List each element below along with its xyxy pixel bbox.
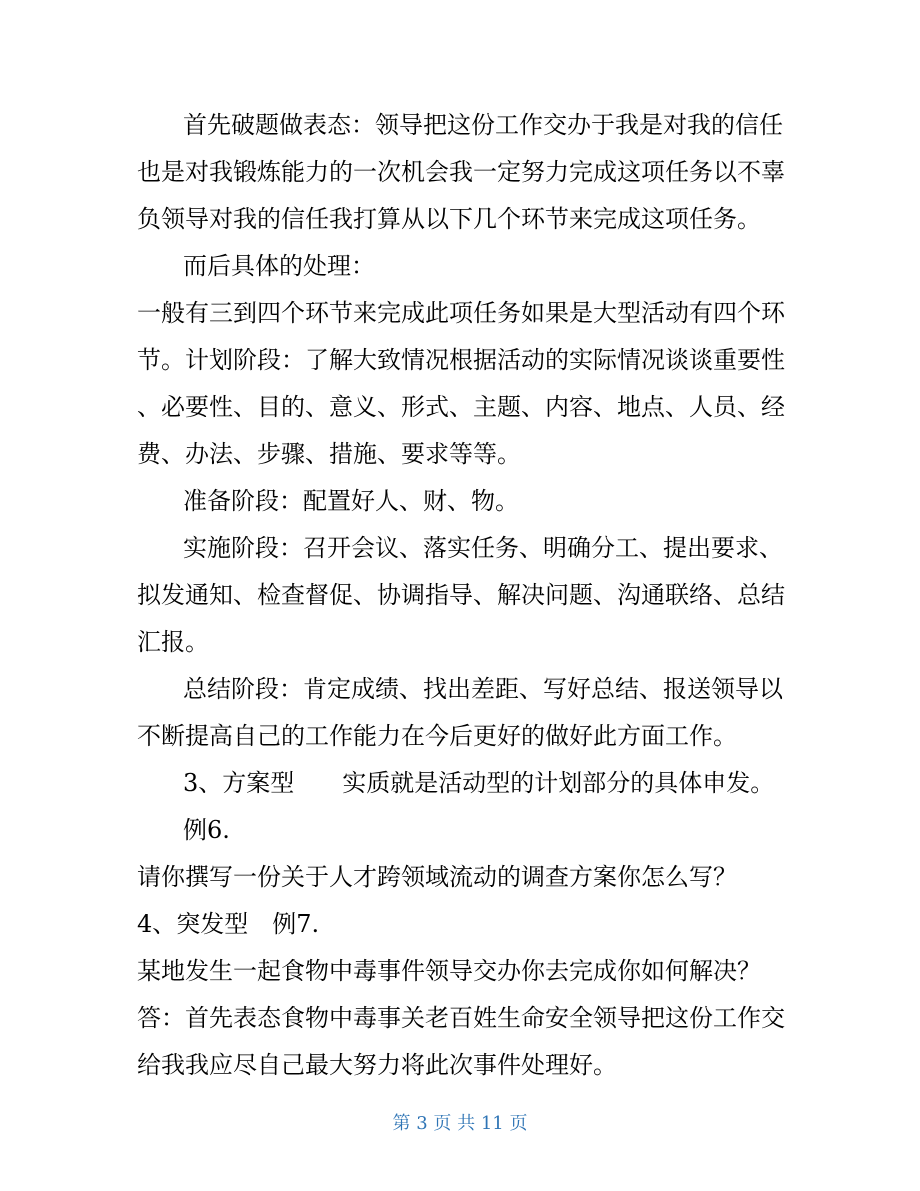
paragraph-line: 准备阶段：配置好人、财、物。 bbox=[183, 487, 519, 515]
paragraph-line: 也是对我锻炼能力的一次机会我一定努力完成这项任务以不辜 bbox=[137, 158, 785, 186]
paragraph-line: 负领导对我的信任我打算从以下几个环节来完成这项任务。 bbox=[137, 205, 761, 233]
paragraph-line: 请你撰写一份关于人才跨领域流动的调查方案你怎么写？ bbox=[137, 863, 737, 891]
paragraph-line: 实施阶段：召开会议、落实任务、明确分工、提出要求、 bbox=[183, 534, 783, 562]
paragraph-line: 而后具体的处理： bbox=[183, 252, 375, 280]
paragraph-line: 汇报。 bbox=[137, 628, 209, 656]
paragraph-line: 一般有三到四个环节来完成此项任务如果是大型活动有四个环 bbox=[137, 299, 785, 327]
paragraph-line: 拟发通知、检查督促、协调指导、解决问题、沟通联络、总结 bbox=[137, 581, 785, 609]
page-number-footer: 第 3 页 共 11 页 bbox=[392, 1113, 528, 1134]
paragraph-line: 首先破题做表态：领导把这份工作交办于我是对我的信任 bbox=[183, 111, 783, 139]
document-body bbox=[137, 102, 787, 1089]
paragraph-line: 某地发生一起食物中毒事件领导交办你去完成你如何解决？ bbox=[137, 957, 761, 985]
paragraph-line: 费、办法、步骤、措施、要求等等。 bbox=[137, 440, 521, 468]
paragraph-line: 例6. bbox=[183, 816, 230, 844]
paragraph-line: 4、突发型 例7. bbox=[137, 910, 320, 938]
paragraph-line: 答：首先表态食物中毒事关老百姓生命安全领导把这份工作交 bbox=[137, 1004, 785, 1032]
paragraph-line: 3、方案型 实质就是活动型的计划部分的具体申发。 bbox=[183, 769, 775, 797]
paragraph-line: 不断提高自己的工作能力在今后更好的做好此方面工作。 bbox=[137, 722, 737, 750]
paragraph-line: 给我我应尽自己最大努力将此次事件处理好。 bbox=[137, 1051, 617, 1079]
paragraph-line: 节。计划阶段：了解大致情况根据活动的实际情况谈谈重要性 bbox=[137, 346, 785, 374]
paragraph-line: 、必要性、目的、意义、形式、主题、内容、地点、人员、经 bbox=[137, 393, 785, 421]
paragraph-line: 总结阶段：肯定成绩、找出差距、写好总结、报送领导以 bbox=[183, 675, 783, 703]
